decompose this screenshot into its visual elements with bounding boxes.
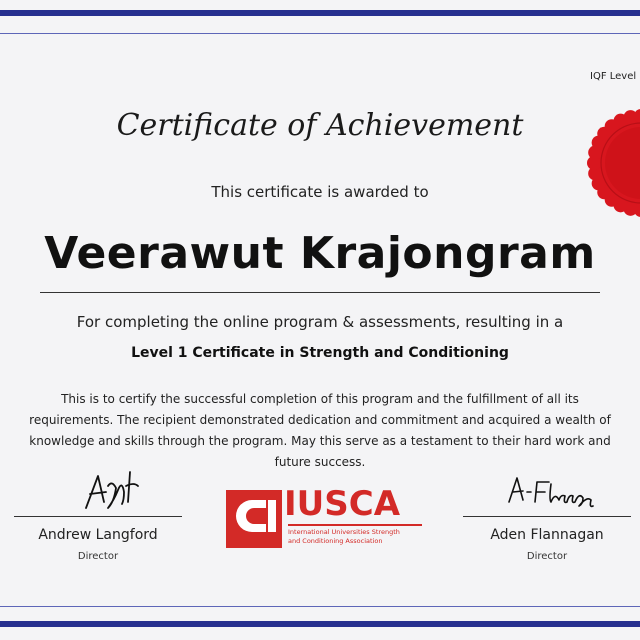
iusca-logo — [226, 486, 426, 550]
bottom-border-bar — [0, 621, 640, 627]
qualification-title: Level 1 Certificate in Strength and Conditioning — [131, 345, 509, 361]
signature-left — [38, 462, 158, 514]
signature-right — [477, 462, 617, 514]
logo-underline — [288, 524, 422, 526]
top-border-line — [0, 33, 640, 34]
statement-line: requirements. The recipient demonstrated dedication and commitment and acquired a wealth of — [29, 413, 611, 427]
logo-wordmark: IUSCA — [284, 484, 401, 524]
awarded-line: This certificate is awarded to — [211, 183, 429, 201]
signatory-role: Director — [77, 551, 119, 562]
statement-line: knowledge and skills through the program. May this serve as a testament to their hard work and — [29, 434, 611, 448]
signature-block-left — [13, 462, 183, 562]
signatory-name: Aden Flannagan — [490, 527, 604, 543]
logo-subtitle — [288, 528, 428, 546]
signature-block-right — [462, 462, 632, 562]
certification-statement — [20, 389, 620, 473]
statement-line: future success. — [274, 455, 366, 469]
signature-line-left — [14, 516, 182, 517]
signature-line-right — [463, 516, 631, 517]
signatory-role: Director — [526, 551, 568, 562]
iqf-level-tag: IQF Level — [590, 71, 637, 82]
name-underline — [40, 292, 600, 293]
signatory-name: Andrew Langford — [38, 527, 158, 543]
completing-line: For completing the online program & assessments, resulting in a — [76, 313, 564, 331]
bottom-border-line — [0, 606, 640, 607]
logo-subtitle-line: and Conditioning Association — [288, 537, 383, 545]
iusca-mark-icon — [226, 486, 282, 548]
logo-subtitle-line: International Universities Strength — [288, 528, 400, 536]
certificate-title: Certificate of Achievement — [116, 108, 524, 143]
top-border-bar — [0, 10, 640, 16]
recipient-name: Veerawut Krajongram — [44, 228, 596, 279]
statement-line: This is to certify the successful completion of this program and the fulfillment of all its — [61, 392, 579, 406]
